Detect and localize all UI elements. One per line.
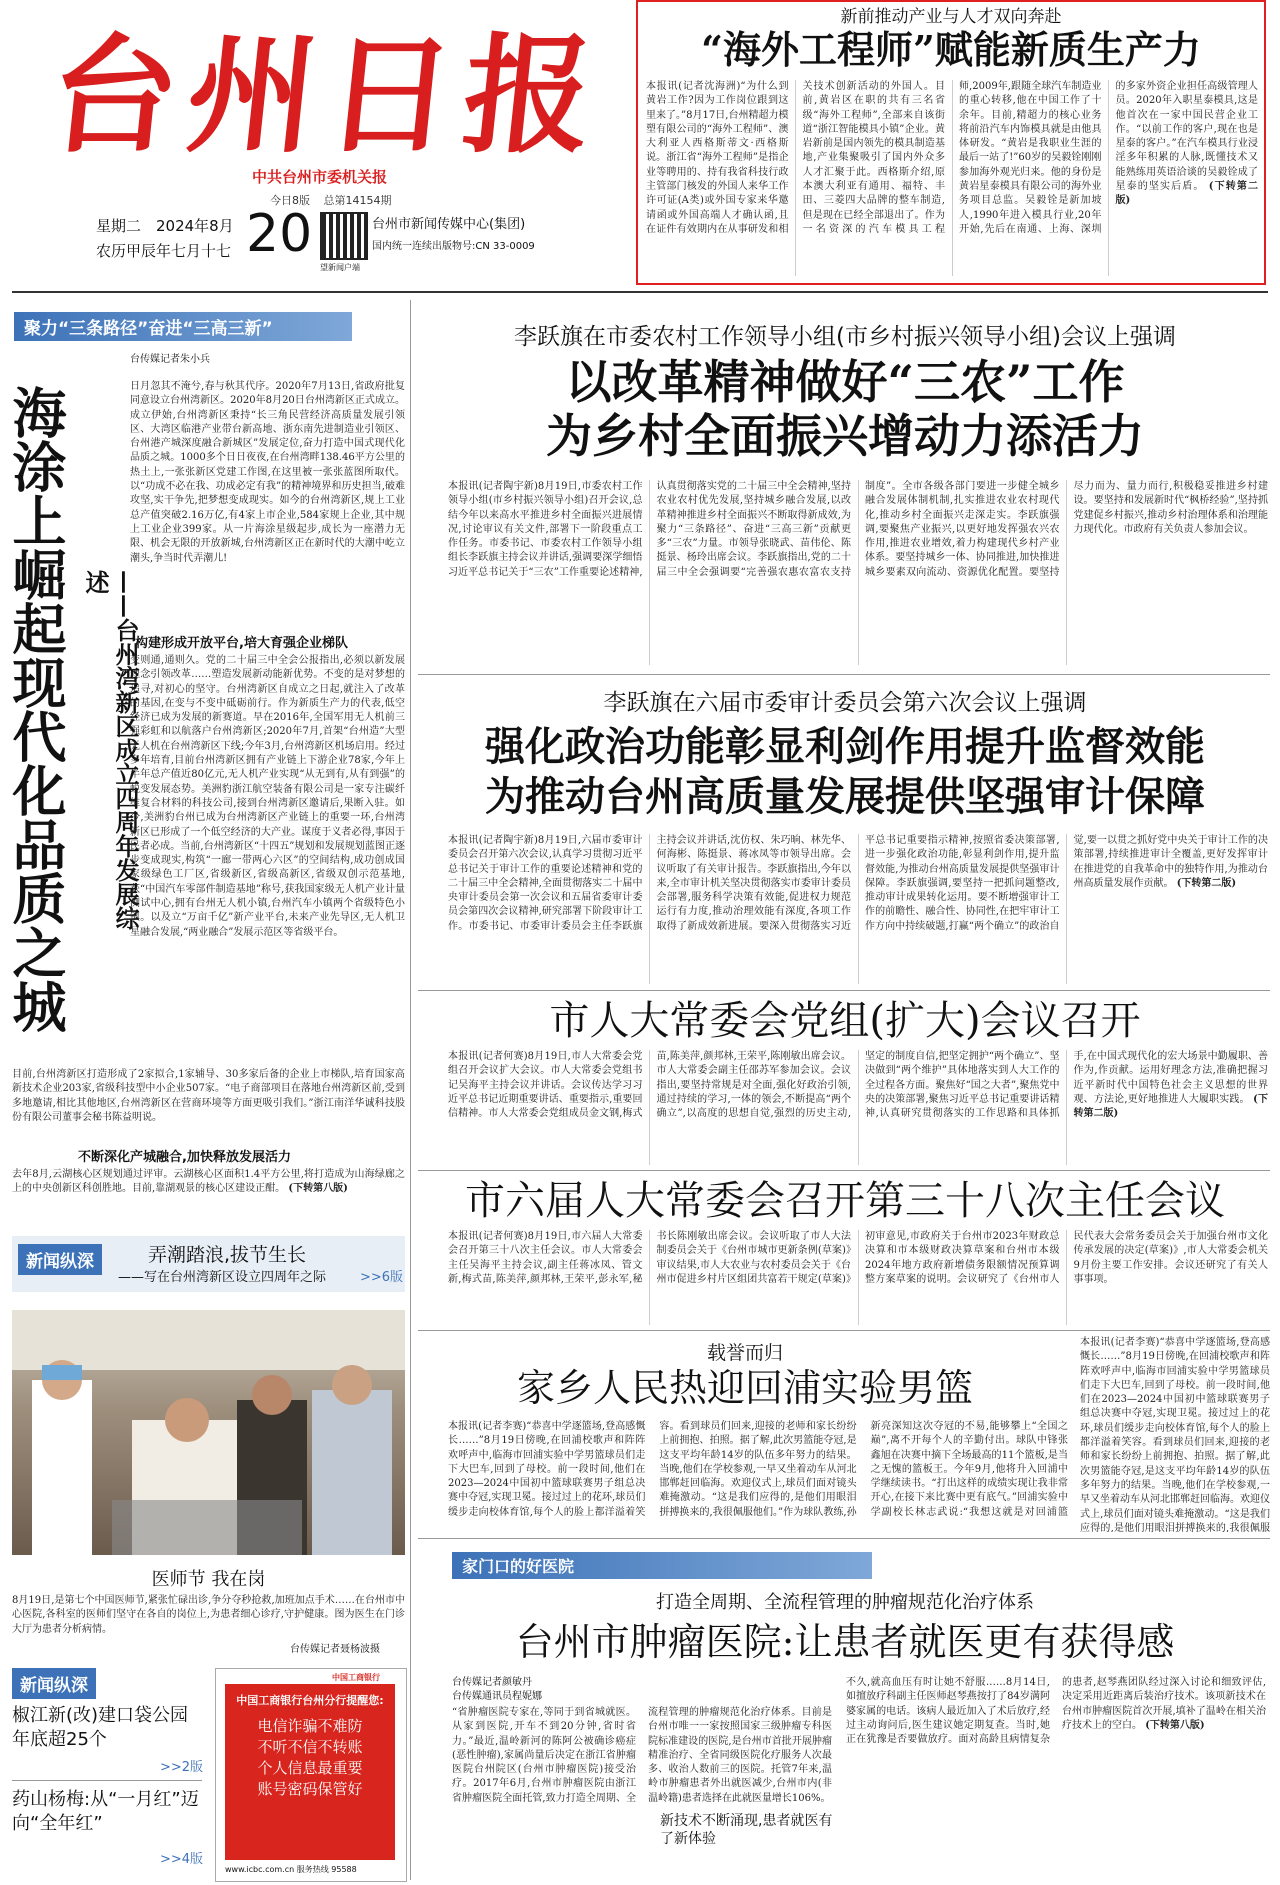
top-story-continue[interactable]: (下转第二版) bbox=[1115, 181, 1258, 207]
photo-credit: 台传媒记者聂杨波摄 bbox=[290, 1644, 380, 1655]
bank-ad-logo: 中国工商银行 bbox=[332, 1673, 380, 1682]
audit-body-text: 本报讯(记者陶宇新)8月19日,六届市委审计委员会召开第六次会议,认真学习贯彻习近平总书记关于审计工作的重要论述精神和党的二十届三中全会精神,全面贯彻落实二十届中央审计委员会第一次会议和五届省委审计委员会第四次会议精神,研究部署下阶段审计工作。市委书记、市委审计委员会主任李跃旗主持会议并讲话,沈仿权、朱巧晌、林先华、何海彬、陈挺景、蒋冰凤等市领导出席。会议听取了有关审计报告。李跃旗指出,今年以来,全市审计机关坚决贯彻落实市委审计委员会部署,服务科学决策有效能,促进权力规范运行有力度,推动治理效能有深度,各项工作取得了新成效新进展。要深入贯彻落实习近平总书记重要指示精神,按照省委决策部署,进一步强化政治功能,彰显利剑作用,提升监督效能,为推动台州高质量发展提供坚强审计保障。李跃旗强调,要坚持一把抓问题整改,推动审计成果转化运用。要不断增强审计工作的前瞻性、融合性、协同性,在把牢审计工作方向中持续破题,打赢“两个确立”的政治自觉,要一以贯之抓好党中央关于审计工作的决策部署,持续推进审计全覆盖,更好发挥审计在推进党的自我革命中的独特作用,为推动台州高质量发展作贡献。 bbox=[448, 835, 1268, 932]
left-body-end-text: 去年8月,云湖核心区规划通过评审。云湖核心区面积1.4平方公里,将打造成为山海绿廊之上的中央创新区科创胜地。目前,靠湖观景的核心区建设正酣。 bbox=[12, 1169, 405, 1195]
section-tag-left: 聚力“三条路径”奋进“三高三新” bbox=[14, 312, 352, 341]
divider bbox=[418, 1330, 1270, 1331]
brief-item-1-page[interactable]: >>2版 bbox=[160, 1760, 204, 1775]
cn-number: 国内统一连续出版物号:CN 33-0009 bbox=[372, 241, 535, 252]
issue-total: 总第14154期 bbox=[323, 194, 392, 207]
weekday-year: 星期二 2024年8月 bbox=[96, 217, 234, 235]
doctor-photo-illustration bbox=[12, 1310, 405, 1555]
top-story-headline: “海外工程师”赋能新质生产力 bbox=[701, 27, 1201, 72]
hospital-headline: 台州市肿瘤医院:让患者就医更有获得感 bbox=[515, 1620, 1175, 1664]
doctor-photo bbox=[12, 1310, 405, 1555]
left-body-after: 目前,台州湾新区打造形成了2家拟合,1家辅导、30多家后备的企业上市梯队,培育国家高新技术企业203家,省级科技型中小企业507家。“电子商部项目在落地台州湾新区前,受到多地邀请,相比其他地区,台州湾新区在营商环境等方面更吸引我们。”浙江南洋华诚科技股份有限公司董事会秘书陈益明说。 bbox=[12, 1069, 405, 1123]
qr-code-icon[interactable] bbox=[320, 212, 368, 260]
npc2-headline: 市六届人大常委会召开第三十八次主任会议 bbox=[465, 1178, 1225, 1224]
photo-caption-title: 医师节 我在岗 bbox=[151, 1569, 266, 1590]
agri-kicker: 李跃旗在市委农村工作领导小组(市乡村振兴领导小组)会议上强调 bbox=[514, 324, 1176, 350]
hospital-kicker: 打造全周期、全流程管理的肿瘤规范化治疗体系 bbox=[656, 1592, 1034, 1613]
news-depth-title[interactable]: 弄潮踏浪,拔节生长 bbox=[148, 1244, 307, 1266]
audit-body bbox=[448, 834, 1268, 984]
top-story-text: 本报讯(记者沈海洲)“为什么到黄岩工作?因为工作岗位跟到这里来了。”8月17日,台州精超力模塑有限公司的“海外工程师”、澳大利亚人西格斯蒂文·西格斯说。浙江省“海外工程师”是指企业等聘用的、持有我省科技行政主管部门核发的外国人来华工作许可证(A类)或外国专家来华邀请函或外国高端人才确认函,且在证件有效期内在从事研发和相关技术创新活动的外国人。目前,黄岩区在职的共有三名省级“海外工程师”,全部来自该街道“浙江智能模具小镇”企业。黄岩新前是国内领先的模具制造基地,产业集聚吸引了国内外众多人才汇聚于此。西格斯介绍,原本澳大利亚有通用、福特、丰田、三菱四大品牌的整车制造,但是现在已经全部退出了。作为一名资深的汽车模具工程师,2009年,跟随全球汽车制造业的重心转移,他在中国工作了十余年。目前,精超力的核心业务将前沿汽车内饰模具就是由他具体研发。“黄岩是我职业生涯的最后一站了!”60岁的吴毅铨刚刚参加海外观光归来。他的身份是黄岩星泰模具有限公司的海外业务项目总监。吴毅铨是新加坡人,1990年进入模具行业,20年开始,先后在南通、上海、深圳的多家外资企业担任高级管理人员。2020年入职星泰模具,这是他首次在一家中国民营企业工作。“以前工作的客户,现在也是星泰的客户。”在汽车模具行业浸淫多年积累的人脉,既懂技术又能熟练用英语洽谈的吴毅铨成了星泰的坚实后盾。 bbox=[646, 81, 1258, 235]
npc1-body-text: 本报讯(记者何赛)8月19日,市人大常委会党组召开会议扩大会议。市人大常委会党组书记吴海平主持会议并讲话。会议传达学习习近平总书记近期重要讲话、重要指示,重要回信精神。市人大常委会党组成员金文钢,梅式苗,陈美萍,颜邦林,王荣平,陈刚敏出席会议。市人大常委会副主任邵苏军参加会议。会议指出,要坚持常规是对全面,强化好政治引领,通过持续的学习,一体的领会,不断提高“两个确立”,以高度的思想自觉,强烈的历史主动,坚定的制度自信,把坚定拥护“两个确立”、坚决做到“两个维护”具体地落实到人大工作的全过程各方面。聚焦好“国之大者”,聚焦党中央的决策部署,聚焦习近平总书记重要讲话精神,认真研究贯彻落实的工作思路和具体抓手,在中国式现代化的宏大场景中勤履职、善作为,作贡献。运用好理念方法,准确把握习近平新时代中国特色社会主义思想的世界观、方法论,更好地推进人大履职实践。 bbox=[448, 1051, 1268, 1120]
hospital-byline-1: 台传媒记者颜敏丹 bbox=[452, 1677, 532, 1688]
bank-ad-title: 中国工商银行台州分行提醒您: bbox=[236, 1694, 384, 1707]
bank-ad-footer: www.icbc.com.cn 服务热线 95588 bbox=[225, 1865, 357, 1874]
left-body-end bbox=[12, 1168, 405, 1212]
hospital-subhead: 新技术不断涌现,患者就医有了新体验 bbox=[660, 1812, 835, 1848]
bank-ad-line: 电信诈骗不难防 bbox=[257, 1717, 363, 1735]
left-feature-headline: 海涂上崛起现代化品质之城 bbox=[4, 385, 68, 1033]
basket-headline: 家乡人民热迎回浦实验男篮 bbox=[516, 1366, 973, 1410]
bank-ad-line: 个人信息最重要 bbox=[257, 1759, 363, 1777]
left-continue[interactable]: (下转第八版) bbox=[288, 1183, 348, 1195]
day-number: 20 bbox=[246, 204, 313, 264]
masthead-divider bbox=[12, 291, 1268, 293]
bank-ad-panel bbox=[225, 1684, 395, 1860]
left-subhead-2: 不断深化产城融合,加快释放发展活力 bbox=[78, 1150, 291, 1165]
agri-headline-line1: 以改革精神做好“三农”工作 bbox=[565, 355, 1125, 409]
lunar-date: 农历甲辰年七月十七 bbox=[96, 242, 232, 260]
npc2-body: 本报讯(记者何赛)8月19日,市六届人大常委会召开第三十八次主任会议。市人大常委会主任吴海平主持会议,副主任蒋冰凤、管文新,梅式苗,陈美萍,颜邦林,王荣平,彭永军,秘书长陈刚敏出席会议。会议听取了市人大法制委员会关于《台州市城市更新条例(草案)》审议结果,市人大农业与农村委员会关于《台州市促进乡村片区组团共富若干规定(草案)》初审意见,市政府关于台州市2023年财政总决算和市本级财政决算草案和台州市本级2024年地方政府新增债务限额情况预算调整方案草案的说明。会议研究了《台州市人民代表大会常务委员会关于加强台州市文化传承发展的决定(草案)》,市人大常委会机关9月份主要工作安排。会议还研究了有关人事事项。 bbox=[448, 1231, 1268, 1285]
brief-item-2-page[interactable]: >>4版 bbox=[160, 1852, 204, 1867]
publisher-name: 台州市新闻传媒中心(集团) bbox=[372, 217, 526, 232]
divider bbox=[418, 1170, 1270, 1171]
basket-body-left: 本报讯(记者李赛)“恭喜中学逐篮场,登高感慨长……”8月19日傍晚,在回浦校歌声和阵阵欢呼声中,临海市回浦实验中学男篮球员们走下大巴车,回到了母校。前一段时间,他们在2023—2024中国初中篮球联赛男子组总决赛中夺冠,实现卫冕。接过过上的花环,球员们缓步走向校体育馆,每个人的脸上都洋溢着笑容。看到球员们回来,迎接的老师和家长纷纷上前拥抱、拍照。据了解,此次男篮能夺冠,是这支平均年龄14岁的队伍多年努力的结果。当晚,他们在学校参观,一早又坐着动车从河北邯郸赶回临海。欢迎仪式上,球员们面对镜头难掩激动。“这是我们应得的,是他们用眼泪拼搏换来的,我很佩服他们。”作为球队教练,孙新亮深知这次夺冠的不易,能够攀上“全国之巅”,离不开每个人的辛勤付出。球队中锋张鑫旭在决赛中摘下全场最高的11个篮板,是当之无愧的篮板王。今年9月,他将升入回浦中学继续读书。“打出这样的成绩实现让我非常开心,在接下来比赛中更有底气。”回浦实验中学副校长林志武说:“我想这就是对回浦篮 bbox=[448, 1421, 1068, 1518]
news-depth-tag: 新闻纵深 bbox=[18, 1244, 102, 1275]
date-info bbox=[96, 214, 234, 264]
hospital-body-2-text: 不久,就高血压有时让她不舒服……8月14日,如擅放疗科副主任医师赵琴燕按打了84岁满阿婆家属的电话。该病人最近加入了术后放疗,经过主动询问后,医生建议她定期复查。当时,她正在犹豫是否要做放疗。面对高龄且病情复杂的患者,赵琴燕团队经过深入讨论和细致评估,决定采用近距离后装治疗技术。该项新技术在台州市肿瘤医院首次开展,填补了温岭在相关治疗技术上的空白。 bbox=[846, 1677, 1266, 1746]
edition-count: 今日8版 bbox=[270, 194, 310, 207]
divider bbox=[418, 1538, 1270, 1539]
brief-item-1[interactable]: 椒江新(改)建口袋公园年底超25个 bbox=[12, 1705, 189, 1750]
left-subhead-1: 构建形成开放平台,培大育强企业梯队 bbox=[135, 636, 348, 651]
newspaper-title: 台州日报 bbox=[42, 21, 610, 171]
npc1-continue[interactable]: (下转第二版) bbox=[1073, 1093, 1268, 1120]
audit-headline-line2: 为推动台州高质量发展提供坚强审计保障 bbox=[485, 773, 1205, 820]
top-story-body bbox=[646, 80, 1258, 276]
top-story-kicker: 新前推动产业与人才双向奔赴 bbox=[840, 7, 1062, 27]
basket-body-right: 本报讯(记者李赛)“恭喜中学逐篮场,登高感慨长……”8月19日傍晚,在回浦校歌声和阵阵欢呼声中,临海市回浦实验中学男篮球员们走下大巴车,回到了母校。前一段时间,他们在2023—2024中国初中篮球联赛男子组总决赛中夺冠,实现卫冕。接过过上的花环,球员们缓步走向校体育馆,每个人的脸上都洋溢着笑容。看到球员们回来,迎接的老师和家长纷纷上前拥抱、拍照。据了解,此次男篮能夺冠,是这支平均年龄14岁的队伍多年努力的结果。当晚,他们在学校参观,一早又坐着动车从河北邯郸赶回临海。欢迎仪式上,球员们面对镜头难掩激动。“这是我们应得的,是他们用眼泪拼搏换来的,我很佩服 bbox=[1080, 1337, 1270, 1532]
column-divider bbox=[410, 300, 411, 1880]
bank-ad-line: 账号密码保管好 bbox=[257, 1780, 363, 1798]
hospital-body-2 bbox=[846, 1676, 1266, 1866]
hospital-byline-2: 台传媒通讯员程妮娜 bbox=[452, 1691, 542, 1702]
brief-item-2[interactable]: 药山杨梅:从“一月红”迈向“全年红” bbox=[12, 1789, 199, 1834]
npc1-body bbox=[448, 1050, 1268, 1165]
audit-continue[interactable]: (下转第二版) bbox=[1176, 877, 1237, 889]
publisher-info bbox=[372, 214, 535, 258]
audit-headline bbox=[420, 722, 1270, 822]
bank-ad-lines bbox=[225, 1716, 395, 1800]
agri-headline-line2: 为乡村全面振兴增动力添活力 bbox=[546, 409, 1144, 463]
hospital-bylines bbox=[452, 1676, 542, 1704]
divider bbox=[418, 674, 1270, 675]
agri-headline bbox=[420, 355, 1270, 463]
news-depth-subtitle: ——写在台州湾新区设立四周年之际 bbox=[118, 1270, 327, 1285]
hospital-section-tag: 家门口的好医院 bbox=[452, 1552, 872, 1579]
left-body-mid: 变则通,通则久。党的二十届三中全会公报指出,必须以新发展理念引领改革……塑造发展新动能新优势。不变的是对梦想的追寻,对初心的坚守。台州湾新区自成立之日起,就注入了改革的基因,在变与不变中砥砺前行。作为新质生产力的代表,低空经济已成为发展的新赛道。早在2016年,全国军用无人机前三强彩虹和以航落户台州湾新区;2020年7月,首架“台州造”大型无人机在台州湾新区下线;今年3月,台州湾新区机场启用。经过多年培育,目前台州湾新区拥有产业链上下游企业78家,今年上半年总产值近80亿元,无人机产业实现“从无到有,从有到强”的蜕变发展态势。美洲豹浙江航空装备有限公司是一家专注碳纤维复合材料的科技公司,接到台州湾新区邀请后,果断入驻。如今,美洲豹台州已成为台州湾新区产业链上的重要一环,台州湾新区已形成了一个低空经济的大产业。谋度于义者必得,事因于民者必成。当前,台州湾新区“十四五”规划和发展规划蓝图正逐步变成现实,构筑“一廊一带两心六区”的空间结构,成功创成国家级绿色工厂区,省级新区,省级高新区,省级双创示范基地,获“中国汽车零部件制造基地”称号,获我国家级无人机产业计量测试中心,拥有台州无人机小镇,台州汽车小镇两个省级特色小镇。以及立“万亩千亿”新产业平台,未来产业先导区,无人机卫星融合发展,“两业融合”发展示范区等省级平台。 bbox=[130, 655, 405, 938]
bank-ad-line: 不听不信不转账 bbox=[257, 1738, 363, 1756]
news-depth-page[interactable]: >>6版 bbox=[360, 1270, 404, 1285]
masthead bbox=[40, 16, 610, 176]
basket-kicker: 载誉而归 bbox=[706, 1342, 783, 1364]
agri-body: 本报讯(记者陶宇新)8月19日,市委农村工作领导小组(市乡村振兴领导小组)召开会议,总结今年以来高水平推进乡村全面振兴进展情况,讨论审议有关文件,部署下一阶段重点工作任务。市委书记、市委农村工作领导小组组长李跃旗主持会议并讲话,强调要深学细悟习近平总书记关于“三农”工作重要论述精神,认真贯彻落实党的二十届三中全会精神,坚持农业农村优先发展,坚持城乡融合发展,以改革精神推进乡村全面振兴不断取得新成效,为聚力“三条路径”、奋进“三高三新”贡献更多“三农”力量。市领导张晓武、苗伟伦、陈挺景、杨玲出席会议。李跃旗指出,党的二十届三中全会强调要“完善强农惠农富农支持制度”。全市各级各部门要进一步健全城乡融合发展体制机制,扎实推进农业农村现代化,推动乡村全面振兴走深走实。李跃旗强调,要聚焦产业振兴,以更好地发挥强农兴农作用,推进农业增效,着力构建现代乡村产业体系。要坚持城乡一体、协同推进,加快推进城乡要素双向流动、资源优化配置。要坚持尽力而为、量力而行,积极稳妥推进乡村建设。要坚持和发展新时代“枫桥经验”,坚持抓党建促乡村振兴,推动乡村治理体系和治理能力现代化。市政府有关负责人参加会议。 bbox=[448, 481, 1268, 578]
qr-label: 望新闻户端 bbox=[320, 263, 360, 272]
audit-kicker: 李跃旗在六届市委审计委员会第六次会议上强调 bbox=[603, 690, 1087, 716]
left-body-intro: 日月忽其不淹兮,春与秋其代序。2020年7月13日,省政府批复同意设立台州湾新区。2020年8月20日台州湾新区正式成立。成立伊始,台州湾新区秉持“长三角民营经济高质量发展引领区、大湾区临港产业带台新高地、浙东南先进制造业引领区、台州港产城深度融合新城区”发展定位,奋力打造中国式现代化品质之城。1000多个日日夜夜,在台州湾畔138.46平方公里的热土上,一张张新区党建工作图,在这里被一张张蓝图所取代。以“功成不必在我、功成必定有我”的精神境界和历史担当,破难攻坚,实干争先,把梦想变成现实。如今的台州湾新区,规上工业总产值突破2.16万亿,有4家上市企业,584家规上企业,其中规上工业企业399家。从一片海涂星级起步,成长为一座潜力无限、机会无限的开放新城,台州湾新区正在新时代的大潮中屹立潮头,争当时代弄潮儿! bbox=[130, 381, 405, 564]
hospital-body: “省肿瘤医院专家在,等同于到省城就医。从家到医院,开车不到20分钟,省时省力。”最近,温岭新河的陈阿公被确诊癌症(恶性肿瘤),家属尚量后决定在浙江省肿瘤医院台州院区(台州市肿瘤医院)接受治疗。2017年6月,台州市肿瘤医院由浙江省肿瘤医院全面托管,致力打造全周期、全流程管理的肿瘤规范化治疗体系。目前是台州市唯一一家按照国家三级肿瘤专科医院标准建设的医院,是台州市首批开展肿瘤精准治疗、全省同级医院化疗服务人次最多、收治人数前三的医院。托管7年来,温岭市肿瘤患者外出就医减少,台州市内(非温岭籍)患者选择在此就医量增长106%。 bbox=[452, 1707, 832, 1804]
brief-divider bbox=[12, 1780, 202, 1781]
divider bbox=[418, 990, 1270, 991]
masthead-subtitle: 中共台州市委机关报 bbox=[252, 168, 388, 186]
hospital-continue[interactable]: (下转第八版) bbox=[1145, 1719, 1205, 1731]
npc1-headline: 市人大常委会党组(扩大)会议召开 bbox=[549, 998, 1141, 1044]
left-feature-subtitle: ——台州湾新区成立四周年发展综述 bbox=[81, 570, 140, 930]
audit-headline-line1: 强化政治功能彰显利剑作用提升监督效能 bbox=[485, 723, 1205, 770]
brief-tag: 新闻纵深 bbox=[12, 1668, 96, 1699]
photo-caption-body: 8月19日,是第七个中国医师节,紧张忙碌出诊,争分夺秒抢救,加班加点手术……在台州市中心医院,各科室的医师们坚守在各自的岗位上,为患者细心诊疗,守护健康。图为医生在门诊大厅为患者分析病情。 bbox=[12, 1595, 405, 1635]
left-byline: 台传媒记者朱小兵 bbox=[130, 354, 210, 365]
